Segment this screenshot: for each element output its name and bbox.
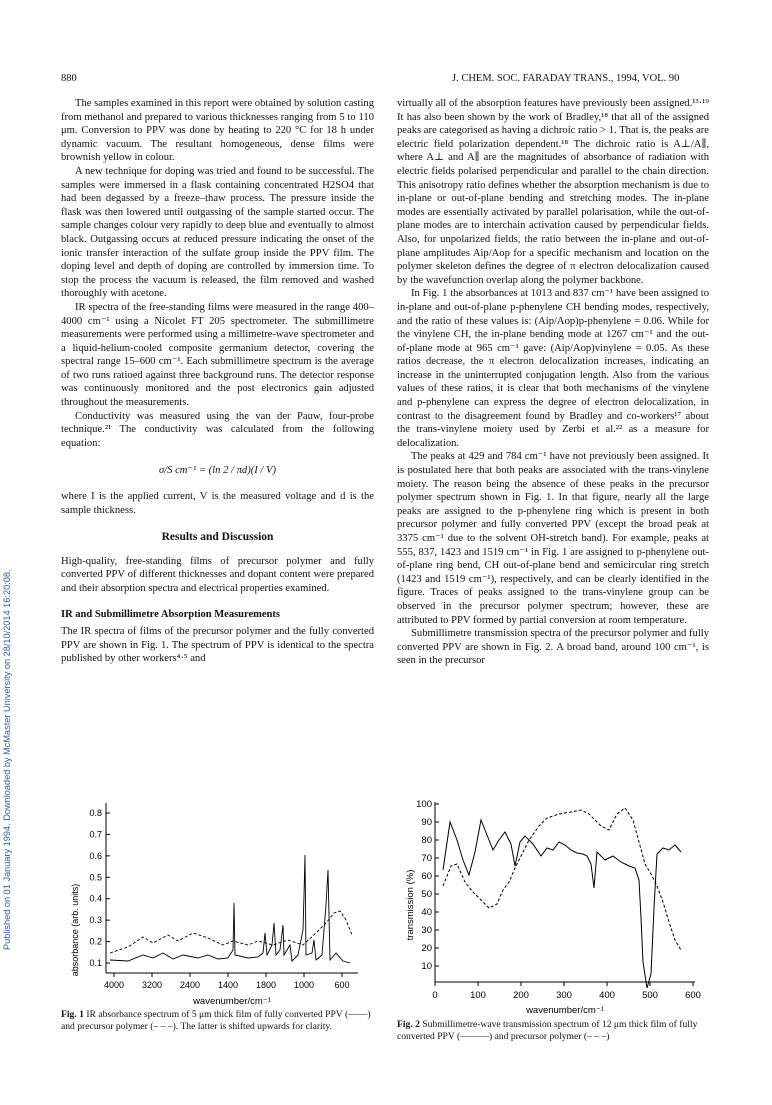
journal-header: J. CHEM. SOC. FARADAY TRANS., 1994, VOL. 90 bbox=[452, 73, 680, 84]
fig1-caption-text: IR absorbance spectrum of 5 μm thick film of fully converted PPV (——) and precursor polymer (– – –). The latter is shifted upwards for clarity. bbox=[61, 1009, 371, 1032]
fig2-ytick-label: 20 bbox=[421, 943, 432, 954]
fig2-xtick-label: 0 bbox=[432, 990, 438, 1001]
left-column bbox=[61, 97, 374, 666]
figure-2-caption bbox=[397, 1019, 709, 1043]
fig2-xlabel: wavenumber/cm⁻¹ bbox=[526, 1005, 604, 1016]
fig1-precursor-dashed-curve bbox=[110, 911, 352, 953]
right-paragraph-1: virtually all of the absorption features have previously been assigned.¹³·¹⁹ It has also been shown by the work of Bradley,¹⁸ that all of the assigned peaks are categorised as having a dichroic ratio > 1. That is, the peaks are electric field polarization dependent.¹⁸ The dichroic ratio is A⊥/A∥, where A⊥ and A∥ are the magnitudes of absorbance of radiation with electric fields polarised perpendicular and parallel to the chain direction. This anisotropy ratio defines whether the absorption mechanism is due to in-plane or out-of-plane bending and stretching modes. The in-plane modes are essentially activated by parallel polarisation, while the out-of-plane modes are to interchain activation caused by perpendicular fields. Also, for unpolarized fields, the ratio between the in-plane and out-of-plane amplitudes Aip/Aop for a specific mechanism and location on the polymer skeleton defines the degree of π electron delocalization caused by the wavefunction overlap along the polymer backbone. bbox=[397, 98, 709, 286]
fig1-ppv-solid-curve bbox=[110, 855, 350, 963]
page-number: 880 bbox=[61, 73, 77, 84]
left-paragraph-1: The samples examined in this report were obtained by solution casting from methanol and prepared to various thicknesses ranging from 5 to 110 μm. Conversion to PPV was done by heating to 220 °C for 18 h under dynamic vacuum. The resultant homogeneous, dense films were brownish yellow in colour. bbox=[61, 98, 374, 164]
fig2-ytick-label: 30 bbox=[421, 925, 432, 936]
fig1-ytick-label: 0.2 bbox=[89, 936, 102, 947]
fig2-precursor-dashed-curve bbox=[443, 808, 681, 950]
conductivity-equation: σ/S cm⁻¹ = (ln 2 / πd)(I / V) bbox=[158, 465, 277, 477]
fig2-ylabel: transmission (%) bbox=[405, 869, 416, 941]
fig1-ytick-label: 0.4 bbox=[89, 893, 102, 904]
fig1-xtick-label: 3200 bbox=[141, 980, 163, 990]
fig1-ytick-label: 0.6 bbox=[89, 850, 102, 861]
fig2-xtick-label: 100 bbox=[470, 990, 486, 1001]
fig1-ytick-label: 0.5 bbox=[89, 872, 102, 883]
fig1-xlabel: wavenumber/cm⁻¹ bbox=[193, 996, 271, 1007]
download-notice[interactable]: Published on 01 January 1994. Downloaded by McMaster University on 28/10/2014 16:20:08. bbox=[2, 569, 12, 950]
right-paragraph-4: Submillimetre transmission spectra of the precursor polymer and fully converted PPV are shown in Fig. 2. A broad band, around 100 cm⁻¹, is seen in the precursor bbox=[397, 628, 709, 667]
fig2-xtick-label: 200 bbox=[513, 990, 529, 1001]
fig2-caption-label: Fig. 2 bbox=[397, 1019, 420, 1030]
fig1-ylabel: absorbance (arb. units) bbox=[70, 883, 80, 977]
fig2-xtick-label: 300 bbox=[556, 990, 572, 1001]
fig1-xtick-label: 4000 bbox=[103, 980, 125, 990]
fig2-xtick-label: 500 bbox=[642, 990, 658, 1001]
right-paragraph-2: In Fig. 1 the absorbances at 1013 and 837 cm⁻¹ have been assigned to in-plane and out-of-plane p-phenylene CH bending modes, respectively, and the ratio of these values is: (Aip/Aop)p-phenylene = 0.06. While for the vinylene CH, the in-plane bending mode at 1267 cm⁻¹ and the out-of-plane mode at 965 cm⁻¹ gave: (Aip/Aop)vinylene = 0.05. As these ratios decrease, the π electron delocalization increases, indicating an increase in the uninterrupted conjugation length. Also from the various values of these ratios, it is clear that both mechanisms of the vinylene and p-phenylene can express the degree of electron delocalization, in contrast to the disagreement found by Bradley and co-workers¹⁷ about the trans-vinylene moiety used by Zerbi et al.²² as a measure for delocalization. bbox=[397, 288, 709, 449]
left-paragraph-7: The IR spectra of films of the precursor polymer and the fully converted PPV are shown in Fig. 1. The spectrum of PPV is identical to the spectra published by other workers⁴·⁵ and bbox=[61, 626, 374, 665]
fig1-ytick-label: 0.7 bbox=[89, 829, 102, 840]
fig2-ytick-label: 10 bbox=[421, 961, 432, 972]
fig2-ytick-label: 90 bbox=[421, 817, 432, 828]
fig1-ytick-label: 0.1 bbox=[89, 958, 102, 968]
section-heading-results: Results and Discussion bbox=[161, 531, 274, 544]
fig1-xtick-label: 2400 bbox=[179, 980, 201, 990]
subsection-heading-ir: IR and Submillimetre Absorption Measurements bbox=[61, 608, 280, 620]
right-column bbox=[397, 97, 709, 668]
left-paragraph-5: where I is the applied current, V is the measured voltage and d is the sample thickness. bbox=[61, 491, 374, 516]
fig1-xtick-label: 600 bbox=[334, 980, 350, 990]
fig2-xtick-label: 600 bbox=[685, 990, 701, 1001]
fig2-ytick-label: 80 bbox=[421, 835, 432, 846]
fig2-ppv-solid-curve bbox=[443, 820, 681, 988]
left-paragraph-6: High-quality, free-standing films of precursor polymer and fully converted PPV of different thicknesses and dopant content were prepared and their absorption spectra and electrical properties examined. bbox=[61, 555, 374, 594]
right-paragraph-3: The peaks at 429 and 784 cm⁻¹ have not previously been assigned. It is postulated here that both peaks are associated with the trans-vinylene moiety. The reason being the absence of these peaks in the precursor polymer spectrum shown in Fig. 1. In that figure, nearly all the large peaks are assigned to the p-phenylene ring which is present in both precursor polymer and fully converted PPV (except the broad peak at 3375 cm⁻¹ due to the solvent OH-stretch band). For example, peaks at 555, 837, 1423 and 1519 cm⁻¹ in Fig. 1 are assigned to p-phenylene out-of-plane ring bend, CH out-of-plane bend and semicircular ring stretch (1423 and 1519 cm⁻¹), respectively, and can be clearly identified in the figure. Traces of peaks assigned to the trans-vinylene group can be observed in the precursor polymer spectrum; however, these are attributed to PPV formed by partial conversion at room temperature. bbox=[397, 451, 709, 626]
fig2-ytick-label: 60 bbox=[421, 871, 432, 882]
fig1-ytick-label: 0.3 bbox=[89, 915, 102, 926]
fig2-ytick-label: 40 bbox=[421, 907, 432, 918]
figure-2-submm-spectrum bbox=[395, 790, 715, 1020]
fig2-caption-text: Submillimetre-wave transmission spectrum of 12 μm thick film of fully converted PPV (———) and precursor polymer (– – –) bbox=[397, 1019, 698, 1042]
fig2-xtick-label: 400 bbox=[599, 990, 615, 1001]
figure-1-caption bbox=[61, 1009, 376, 1033]
left-paragraph-3: IR spectra of the free-standing films were measured in the range 400–4000 cm⁻¹ using a Nicolet FT 205 spectrometer. The submillimetre measurements were performed using a millimetre-wave spectrometer and a liquid-helium-cooled composite germanium detector, covering the spectral range 15–600 cm⁻¹. Each submillimetre spectrum is the average of two runs ratioed against three background runs. The detector response was continuously monitored and the post electronics gain adjusted throughout the measurements. bbox=[61, 301, 374, 409]
fig1-ytick-label: 0.8 bbox=[89, 808, 102, 818]
fig2-ytick-label: 100 bbox=[416, 799, 432, 810]
left-paragraph-2: A new technique for doping was tried and found to be successful. The samples were immersed in a flask containing concentrated H2SO4 that had been degassed by a freeze–thaw process. The pressure inside the flask was then lowered until outgassing of the sample started occur. The sample changes colour very rapidly to deep blue and eventually to almost black. Outgassing occurs at reduced pressure indicating the onset of the ionic transfer interaction of the sulfate group inside the PPV film. The doping level and depth of doping are controlled by immersion time. To stop the process the vacuum is released, the film removed and washed thoroughly with acetone. bbox=[61, 165, 374, 300]
fig1-xtick-label: 1400 bbox=[217, 980, 239, 990]
fig2-ytick-label: 50 bbox=[421, 889, 432, 900]
fig1-xtick-label: 1000 bbox=[293, 980, 315, 990]
fig1-xtick-label: 1800 bbox=[255, 980, 277, 990]
fig2-ytick-label: 70 bbox=[421, 853, 432, 864]
fig1-caption-label: Fig. 1 bbox=[61, 1009, 84, 1020]
figure-1-ir-spectrum bbox=[58, 795, 368, 1007]
left-paragraph-4: Conductivity was measured using the van der Pauw, four-probe technique.²¹ The conductivity was calculated from the following equation: bbox=[61, 410, 374, 449]
